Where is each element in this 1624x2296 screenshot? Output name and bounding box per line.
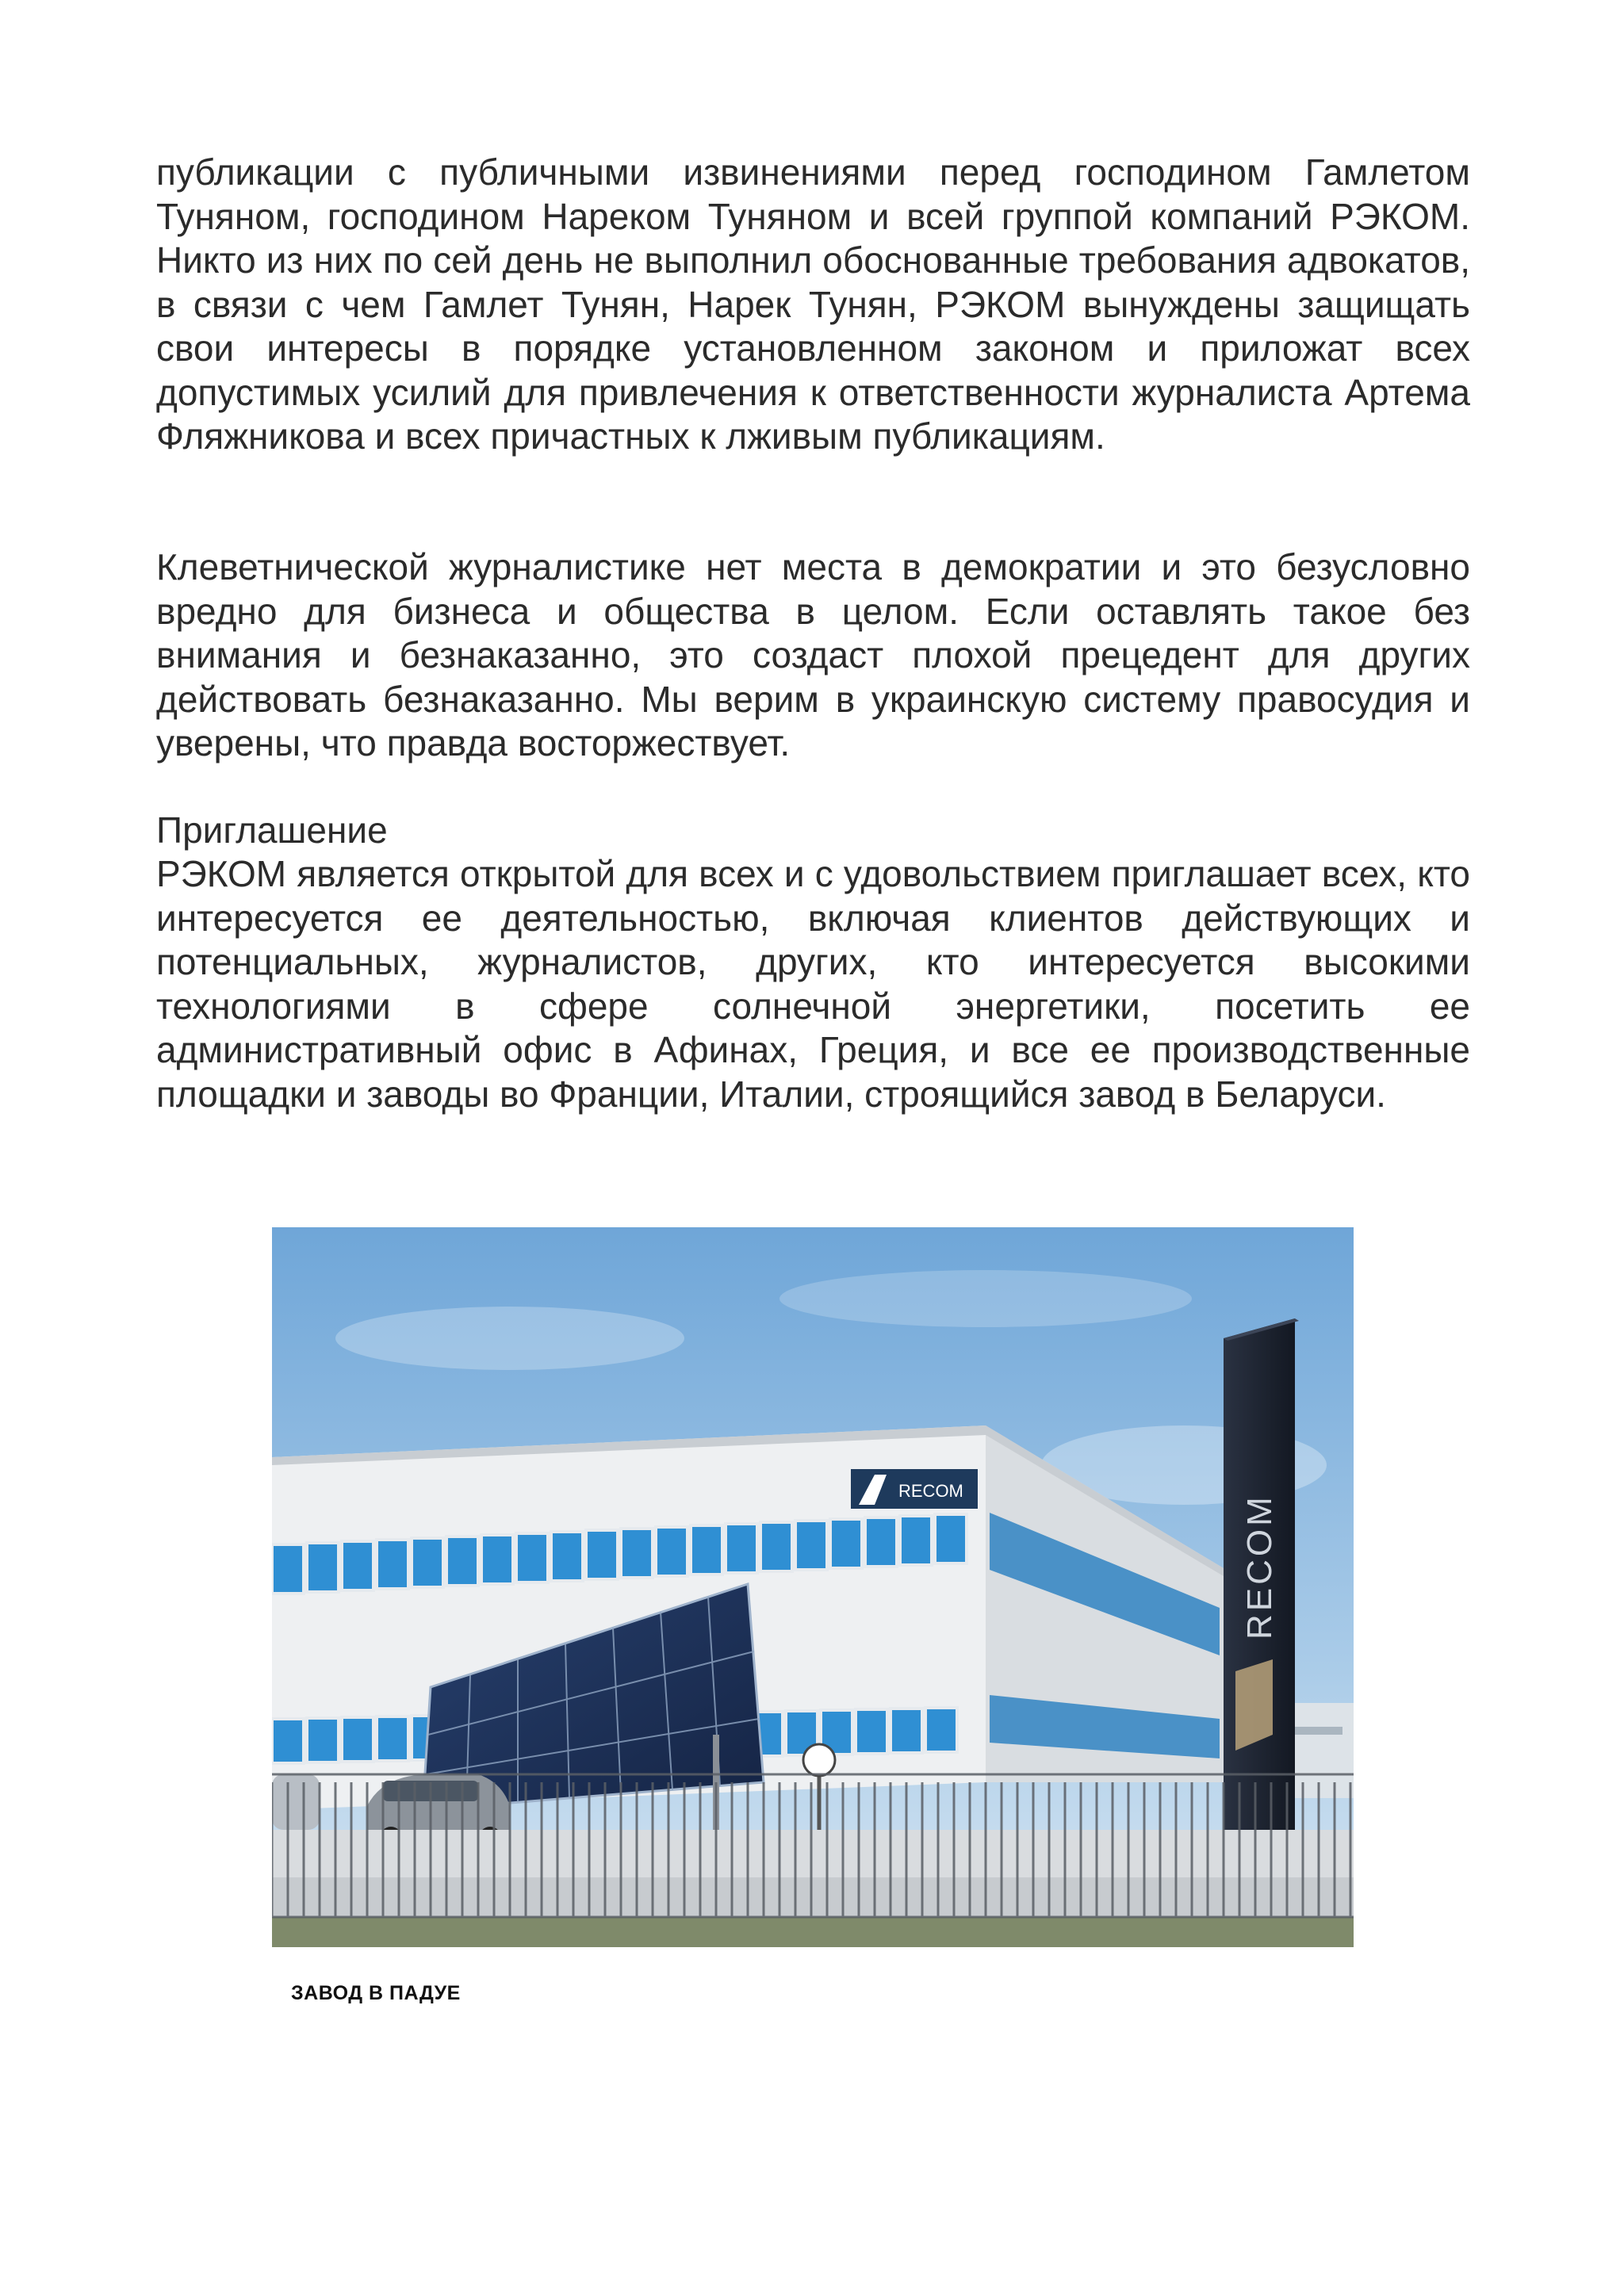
invitation-text: РЭКОМ является открытой для всех и с удовольствием приглашает всех, кто интересуется ее деятельностью, включая клиентов действующих и потенциальных, журналистов, других, кто интересуется высокими технологиями в сфере солнечной энергетики, посетить ее административный офис в Афинах, Греция, и все ее производственные площадки и заводы во Франции, Италии, строящийся завод в Беларуси. [156,853,1470,1115]
pylon-sign-text: RECOM [1240,1494,1279,1640]
building-sign-text: RECOM [898,1481,963,1501]
paragraph-apology: публикации с публичными извинениями перед господином Гамлетом Туняном, господином Нареком Туняном и всей группой компаний РЭКОМ. Никто из них по сей день не выполнил обоснованные требования адвокатов, в связи с чем Гамлет Тунян, Нарек Тунян, РЭКОМ вынуждены защищать свои интересы в порядке установленном законом и приложат всех допустимых усилий для привлечения к ответственности журналиста Артема Фляжникова и всех причастных к лживым публикациям. [156,151,1470,457]
building-logo-sign [851,1469,978,1509]
invitation-heading: Приглашение [156,809,388,851]
photo-caption: ЗАВОД В ПАДУЕ [291,1982,461,2004]
factory-photo [272,1227,1354,1947]
paragraph-defamation: Клеветнической журналистике нет места в демократии и это безусловно вредно для бизнеса и общества в целом. Если оставлять такое без внимания и безнаказанно, это создаст плохой прецедент для других действовать безнаказанно. Мы верим в украинскую систему правосудия и уверены, что правда восторжествует. [156,546,1470,763]
